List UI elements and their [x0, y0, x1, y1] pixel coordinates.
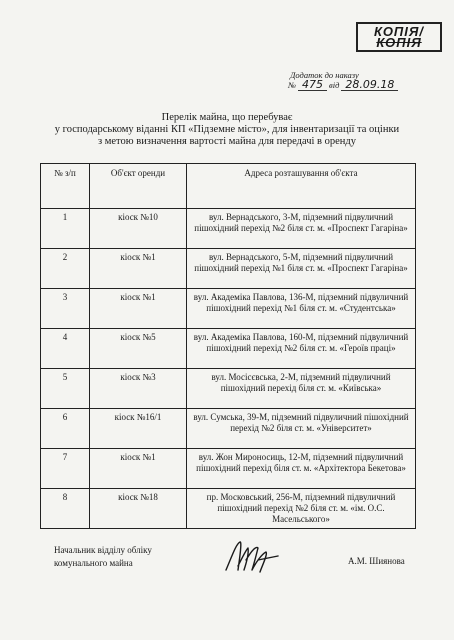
handwritten-signature: [222, 536, 282, 578]
row-object: кіоск №18: [90, 489, 187, 529]
position-line-1: Начальник відділу обліку: [54, 545, 152, 555]
table-row: [41, 209, 416, 249]
title-line-3: з метою визначення вартості майна для передачі в оренду: [97, 136, 356, 147]
table-row: [41, 449, 416, 489]
row-address: вул. Вернадського, 5-М, підземний підвуличний пішохідний перехід №1 біля ст. м. «Проспект Гагаріна»: [187, 249, 416, 289]
signatory-name: А.М. Шиянова: [348, 556, 405, 566]
row-number: 6: [41, 409, 90, 449]
table-row: [41, 369, 416, 409]
appendix-caption: Додаток до наказу: [290, 70, 359, 80]
row-address: пр. Московський, 256-М, підземний підвуличний пішохідний перехід №2 біля ст. м. «ім. О.С. Масельського»: [187, 489, 416, 529]
title-line-2: у господарському віданні КП «Підземне місто», для інвентаризації та оцінки: [54, 124, 400, 135]
appendix-no-label: №: [288, 80, 297, 90]
copy-stamp: [356, 22, 442, 52]
row-address: вул. Мосісєвська, 2-М, підземний підвуличний пішохідний перехід біля ст. м. «Київська»: [187, 369, 416, 409]
row-object: кіоск №16/1: [90, 409, 187, 449]
row-object: кіоск №1: [90, 449, 187, 489]
row-number: 5: [41, 369, 90, 409]
row-address: вул. Жон Мироносиць, 12-М, підземний підвуличний пішохідний перехід біля ст. м. «Архітектора Бекетова»: [187, 449, 416, 489]
appendix-number-line: [288, 80, 438, 91]
header-object: Об'єкт оренди: [90, 164, 187, 209]
table-row: [41, 409, 416, 449]
row-object: кіоск №10: [90, 209, 187, 249]
stamp-line-2: КОПІЯ: [376, 35, 422, 50]
stamp-line-1: КОПІЯ/: [374, 24, 424, 39]
order-number: 475: [298, 80, 327, 91]
row-number: 7: [41, 449, 90, 489]
row-number: 1: [41, 209, 90, 249]
table-row: [41, 329, 416, 369]
table-row: [41, 289, 416, 329]
signatory-position: [54, 544, 152, 570]
row-address: вул. Академіка Павлова, 136-М, підземний підвуличний пішохідний перехід №1 біля ст. м. «Студентська»: [187, 289, 416, 329]
row-number: 2: [41, 249, 90, 289]
row-object: кіоск №1: [90, 249, 187, 289]
row-object: кіоск №1: [90, 289, 187, 329]
appendix-reference: [288, 70, 438, 91]
appendix-date-label: від: [329, 80, 340, 90]
document-title: [40, 112, 414, 148]
header-number: № з/п: [41, 164, 90, 209]
row-number: 8: [41, 489, 90, 529]
position-line-2: комунального майна: [54, 558, 133, 568]
row-number: 3: [41, 289, 90, 329]
order-date: 28.09.18: [341, 80, 398, 91]
table-header-row: [41, 164, 416, 209]
row-number: 4: [41, 329, 90, 369]
assets-table: [40, 163, 416, 529]
row-object: кіоск №5: [90, 329, 187, 369]
row-address: вул. Вернадського, 3-М, підземний підвуличний пішохідний перехід №2 біля ст. м. «Проспект Гагаріна»: [187, 209, 416, 249]
row-address: вул. Академіка Павлова, 160-М, підземний підвуличний пішохідний перехід №2 біля ст. м. «Героїв праці»: [187, 329, 416, 369]
header-address: Адреса розташування об'єкта: [187, 164, 416, 209]
table-row: [41, 249, 416, 289]
title-line-1: Перелік майна, що перебуває: [161, 112, 293, 123]
row-object: кіоск №3: [90, 369, 187, 409]
row-address: вул. Сумська, 39-М, підземний підвуличний пішохідний перехід №2 біля ст. м. «Університет»: [187, 409, 416, 449]
table-row: [41, 489, 416, 529]
